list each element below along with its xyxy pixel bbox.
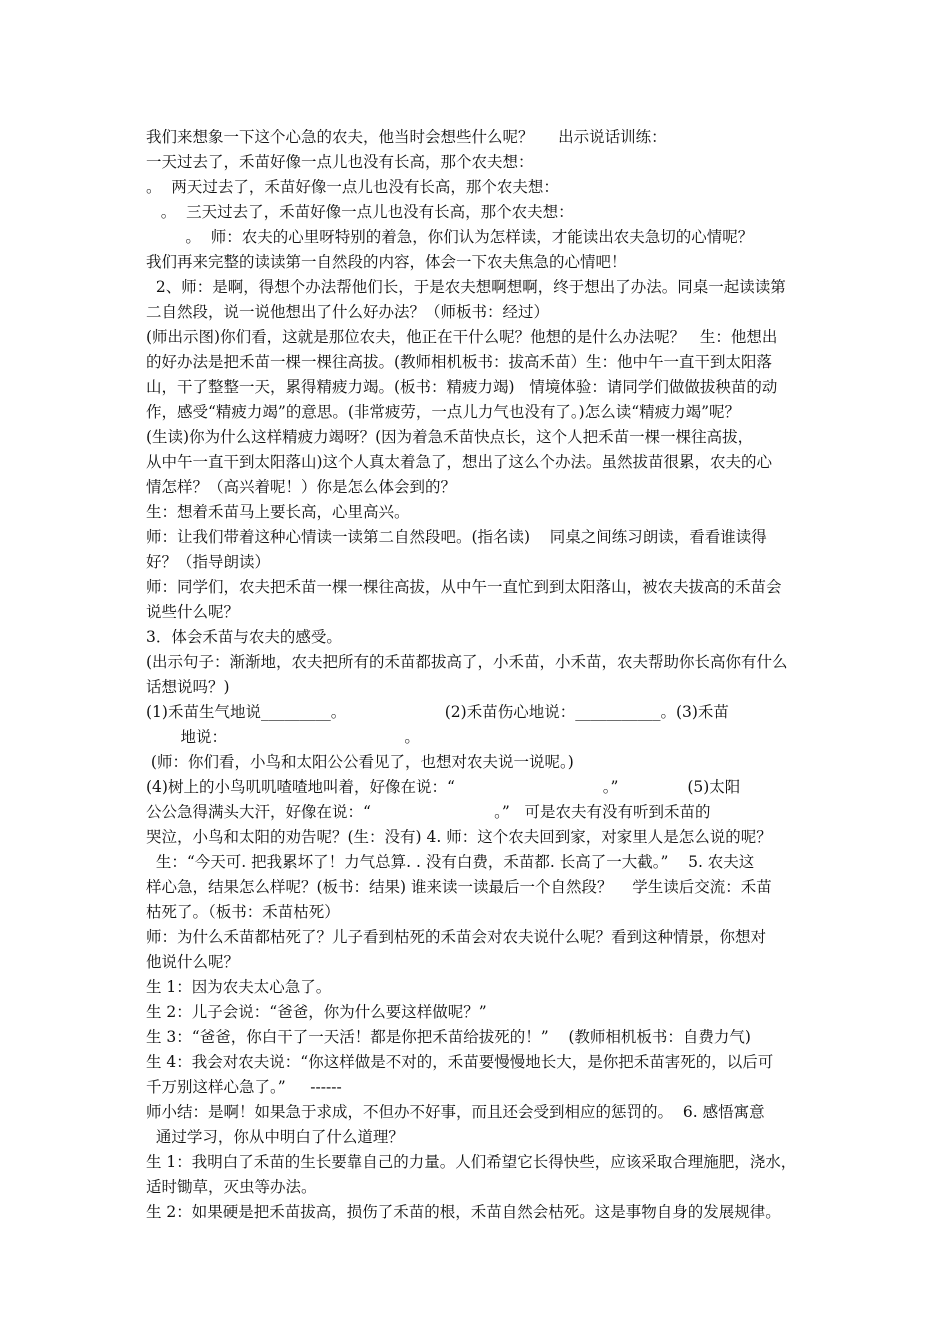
text-line: (师：你们看，小鸟和太阳公公看见了，也想对农夫说一说呢。) bbox=[146, 753, 574, 771]
text-line: (师出示图)你们看，这就是那位农夫，他正在干什么呢？他想的是什么办法呢？ 生：他想出 bbox=[146, 328, 778, 346]
text-line: 师：为什么禾苗都枯死了？儿子看到枯死的禾苗会对农夫说什么呢？看到这种情景，你想对 bbox=[146, 928, 767, 946]
text-line: 师小结：是啊！如果急于求成，不但办不好事，而且还会受到相应的惩罚的。 6. 感悟寓意 bbox=[146, 1103, 765, 1121]
text-line: 他说什么呢？ bbox=[146, 953, 240, 971]
text-line: 生：想着禾苗马上要长高，心里高兴。 bbox=[146, 503, 410, 521]
text-line: 适时锄草，灭虫等办法。 bbox=[146, 1178, 317, 1196]
text-line: 好？（指导朗读） bbox=[146, 553, 271, 571]
text-line: 的好办法是把禾苗一棵一棵往高拔。(教师相机板书：拔高禾苗）生：他中午一直干到太阳落 bbox=[146, 353, 773, 371]
text-line: 样心急，结果怎么样呢？(板书：结果) 谁来读一读最后一个自然段？ 学生读后交流：禾苗 bbox=[146, 878, 772, 896]
text-line: 我们来想象一下这个心急的农夫，他当时会想些什么呢？ 出示说话训练： bbox=[146, 128, 667, 146]
text-line: 从中午一直干到太阳落山)这个人真太着急了，想出了这么个办法。虽然拔苗很累，农夫的心 bbox=[146, 453, 773, 471]
text-line: 师：让我们带着这种心情读一读第二自然段吧。(指名读) 同桌之间练习朗读，看看谁读得 bbox=[146, 528, 767, 546]
text-line: 一天过去了，禾苗好像一点儿也没有长高，那个农夫想： bbox=[146, 153, 534, 171]
text-line: 话想说吗？) bbox=[146, 678, 230, 696]
text-line: 生 1：我明白了禾苗的生长要靠自己的力量。人们希望它长得快些，应该采取合理施肥，浇水， bbox=[146, 1153, 797, 1171]
text-line: 。 师：农夫的心里呀特别的着急，你们认为怎样读，才能读出农夫急切的心情呢？ bbox=[146, 228, 754, 246]
text-line: 说些什么呢？ bbox=[146, 603, 240, 621]
text-line: (4)树上的小鸟叽叽喳喳地叫着，好像在说：“ 。” (5)太阳 bbox=[146, 778, 741, 796]
text-line: 生 1：因为农夫太心急了。 bbox=[146, 978, 332, 996]
text-line: 山，干了整整一天，累得精疲力竭。(板书：精疲力竭) 情境体验：请同学们做做拔秧苗的动 bbox=[146, 378, 778, 396]
text-line: 枯死了。（板书：禾苗枯死） bbox=[146, 903, 340, 921]
text-line: 地说： 。 bbox=[146, 728, 420, 746]
text-line: 公公急得满头大汗，好像在说：“ 。” 可是农夫有没有听到禾苗的 bbox=[146, 803, 711, 821]
text-line: 生 2：儿子会说：“爸爸，你为什么要这样做呢？” bbox=[146, 1003, 487, 1021]
text-line: 通过学习，你从中明白了什么道理？ bbox=[146, 1128, 404, 1146]
text-line: 二自然段，说一说他想出了什么好办法？（师板书：经过） bbox=[146, 303, 550, 321]
text-line: 千万别这样心急了。” ------ bbox=[146, 1078, 342, 1096]
text-line: 生：“今天可. 把我累坏了！力气总算. . 没有白费，禾苗都. 长高了一大截。” 5. 农夫这 bbox=[146, 853, 755, 871]
text-line: 2、师：是啊，得想个办法帮他们长，于是农夫想啊想啊，终于想出了办法。同桌一起读读第 bbox=[146, 278, 786, 296]
text-line: 生 2：如果硬是把禾苗拔高，损伤了禾苗的根，禾苗自然会枯死。这是事物自身的发展规律。 bbox=[146, 1203, 781, 1221]
text-line: 。 两天过去了，禾苗好像一点儿也没有长高，那个农夫想： bbox=[146, 178, 559, 196]
text-line: 哭泣，小鸟和太阳的劝告呢？(生：没有) 4. 师：这个农夫回到家，对家里人是怎么说的呢？ bbox=[146, 828, 772, 846]
text-line: 。 三天过去了，禾苗好像一点儿也没有长高，那个农夫想： bbox=[146, 203, 574, 221]
text-line: 3．体会禾苗与农夫的感受。 bbox=[146, 628, 342, 646]
text-line: 情怎样？（高兴着呢！）你是怎么体会到的？ bbox=[146, 478, 457, 496]
text-line: 师：同学们，农夫把禾苗一棵一棵往高拔，从中午一直忙到到太阳落山，被农夫拔高的禾苗会 bbox=[146, 578, 782, 596]
text-line: (生读)你为什么这样精疲力竭呀？(因为着急禾苗快点长，这个人把禾苗一棵一棵往高拔， bbox=[146, 428, 754, 446]
text-line: 生 4：我会对农夫说：“你这样做是不对的，禾苗要慢慢地长大，是你把禾苗害死的，以后可 bbox=[146, 1053, 774, 1071]
text-line: (出示句子：渐渐地，农夫把所有的禾苗都拔高了，小禾苗，小禾苗，农夫帮助你长高你有什么 bbox=[146, 653, 788, 671]
text-line: 作，感受“精疲力竭”的意思。(非常疲劳，一点儿力气也没有了。)怎么读“精疲力竭”呢？ bbox=[146, 403, 741, 421]
text-line: 生 3：“爸爸，你白干了一天活！都是你把禾苗给拔死的！” (教师相机板书：自费力气) bbox=[146, 1028, 751, 1046]
text-line: (1)禾苗生气地说_________。 (2)禾苗伤心地说：___________。(3)禾苗 bbox=[146, 703, 729, 721]
text-line: 我们再来完整的读读第一自然段的内容，体会一下农夫焦急的心情吧！ bbox=[146, 253, 627, 271]
